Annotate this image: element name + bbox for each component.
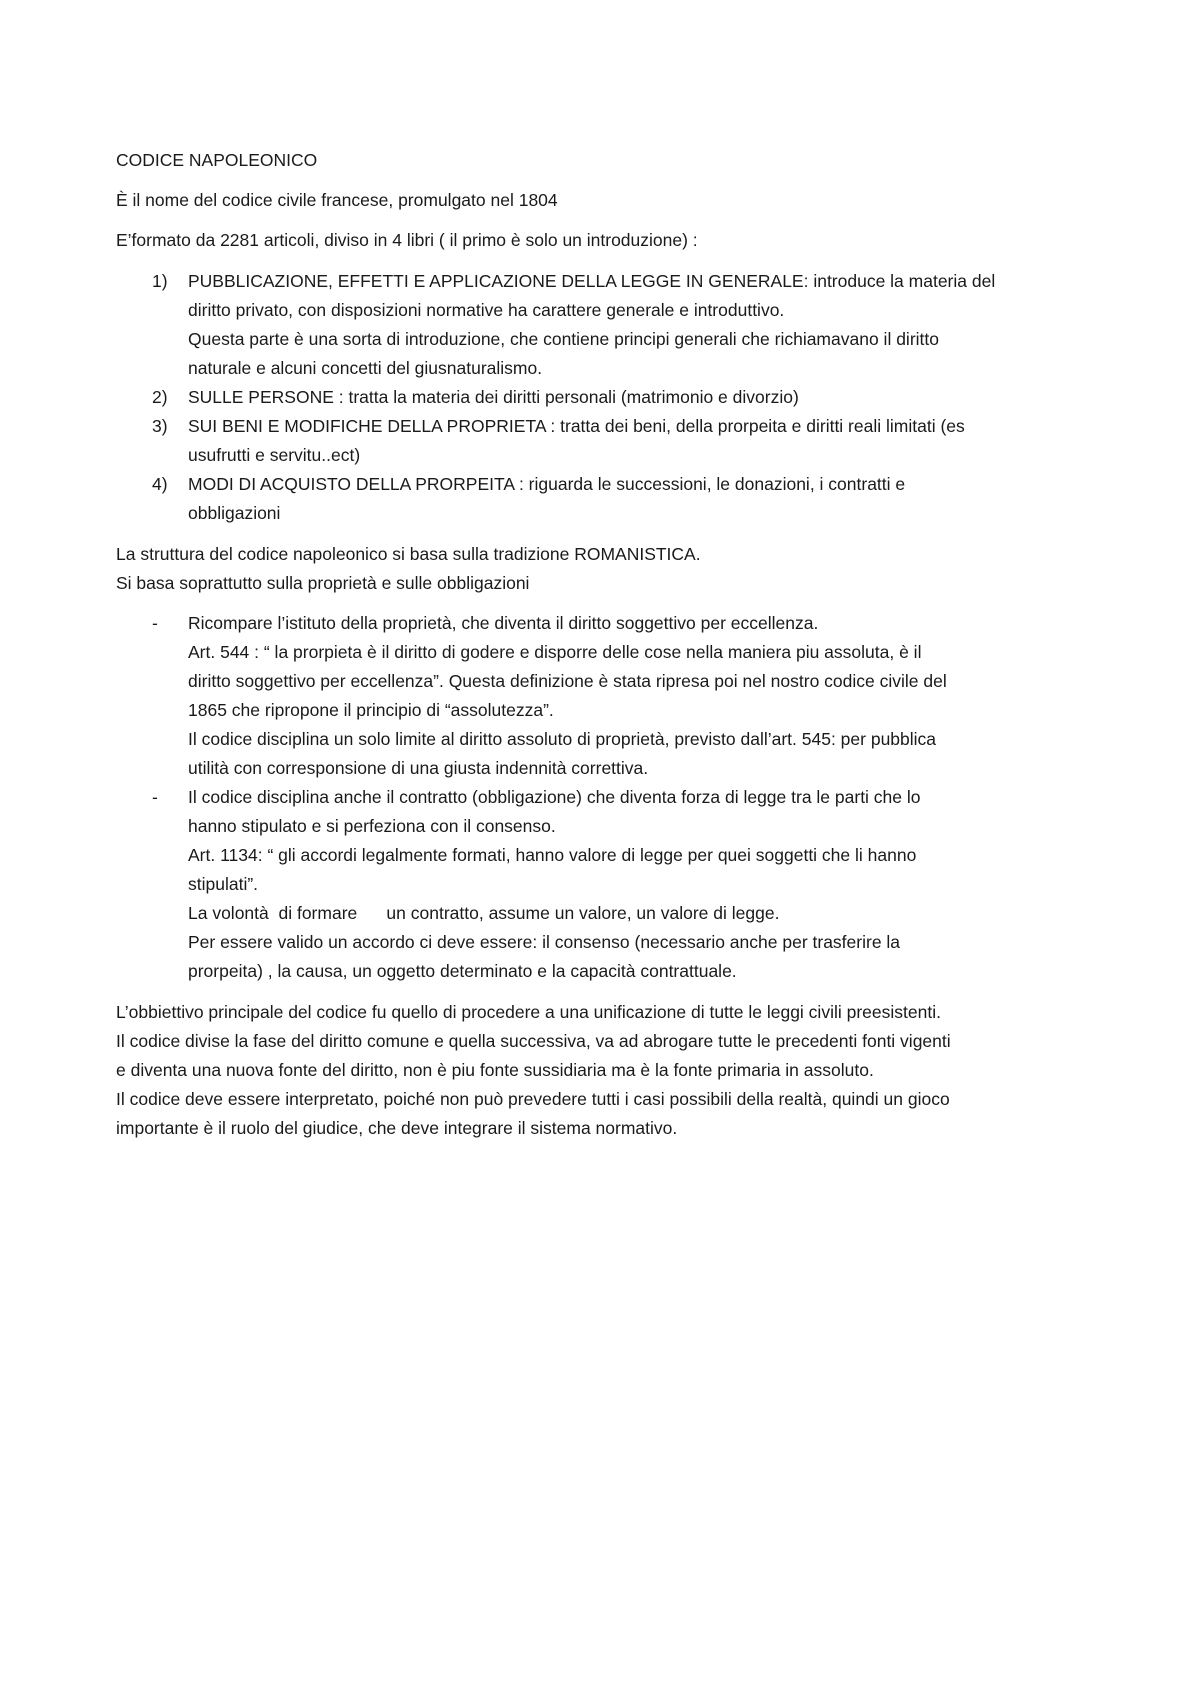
list-item-line: Art. 1134: “ gli accordi legalmente formati, hanno valore di legge per quei soggetti che li hanno bbox=[188, 845, 917, 865]
list-item-line: usufrutti e servitu..ect) bbox=[188, 445, 361, 465]
list-item-line: diritto privato, con disposizioni normative ha carattere generale e introduttivo. bbox=[188, 300, 785, 320]
list-item bbox=[116, 470, 1096, 528]
list-item-line: MODI DI ACQUISTO DELLA PRORPEITA : riguarda le successioni, le donazioni, i contratti e bbox=[188, 474, 906, 494]
paragraph-line: Il codice divise la fase del diritto comune e quella successiva, va ad abrogare tutte le precedenti fonti vigenti bbox=[116, 1031, 951, 1051]
list-item-line: prorpeita) , la causa, un oggetto determinato e la capacità contrattuale. bbox=[188, 961, 737, 981]
document-page bbox=[116, 146, 1096, 1143]
list-item-line: diritto soggettivo per eccellenza”. Questa definizione è stata ripresa poi nel nostro codice civile del bbox=[188, 671, 947, 691]
list-item-line: 1865 che ripropone il principio di “assolutezza”. bbox=[188, 700, 554, 720]
list-item-line: utilità con corresponsione di una giusta indennità correttiva. bbox=[188, 758, 649, 778]
list-item-line: La volontà di formare un contratto, assume un valore, un valore di legge. bbox=[188, 903, 780, 923]
document-title: CODICE NAPOLEONICO bbox=[116, 150, 318, 170]
paragraph-line: Si basa soprattutto sulla proprietà e sulle obbligazioni bbox=[116, 573, 530, 593]
list-marker: 4) bbox=[152, 474, 168, 494]
paragraph-line: importante è il ruolo del giudice, che deve integrare il sistema normativo. bbox=[116, 1118, 678, 1138]
list-item-line: stipulati”. bbox=[188, 874, 259, 894]
list-item-line: obbligazioni bbox=[188, 503, 281, 523]
points-list bbox=[116, 609, 1096, 986]
list-item-line: Il codice disciplina un solo limite al diritto assoluto di proprietà, previsto dall’art. 545: per pubblica bbox=[188, 729, 937, 749]
books-list bbox=[116, 267, 1096, 528]
conclusion-paragraph bbox=[116, 998, 1096, 1143]
list-item-line: Per essere valido un accordo ci deve essere: il consenso (necessario anche per trasferire la bbox=[188, 932, 901, 952]
paragraph-line: Il codice deve essere interpretato, poiché non può prevedere tutti i casi possibili della realtà, quindi un gioco bbox=[116, 1089, 950, 1109]
list-item bbox=[116, 267, 1096, 383]
list-marker: 3) bbox=[152, 416, 168, 436]
formato-paragraph: E’formato da 2281 articoli, diviso in 4 libri ( il primo è solo un introduzione) : bbox=[116, 230, 698, 250]
list-item-line: Ricompare l’istituto della proprietà, che diventa il diritto soggettivo per eccellenza. bbox=[188, 613, 819, 633]
list-item bbox=[116, 783, 1096, 986]
paragraph-line: e diventa una nuova fonte del diritto, non è piu fonte sussidiaria ma è la fonte primaria in assoluto. bbox=[116, 1060, 874, 1080]
list-item-line: Art. 544 : “ la prorpieta è il diritto di godere e disporre delle cose nella maniera piu assoluta, è il bbox=[188, 642, 922, 662]
list-item-line: PUBBLICAZIONE, EFFETTI E APPLICAZIONE DELLA LEGGE IN GENERALE: introduce la materia del bbox=[188, 271, 996, 291]
paragraph-line: La struttura del codice napoleonico si basa sulla tradizione ROMANISTICA. bbox=[116, 544, 701, 564]
list-item-line: SULLE PERSONE : tratta la materia dei diritti personali (matrimonio e divorzio) bbox=[188, 387, 799, 407]
paragraph-line: L’obbiettivo principale del codice fu quello di procedere a una unificazione di tutte le leggi civili preesistenti. bbox=[116, 1002, 941, 1022]
list-item-line: SUI BENI E MODIFICHE DELLA PROPRIETA : tratta dei beni, della prorpeita e diritti reali limitati (es bbox=[188, 416, 965, 436]
list-item bbox=[116, 383, 1096, 412]
list-marker: 2) bbox=[152, 387, 168, 407]
list-marker: 1) bbox=[152, 271, 168, 291]
list-item-line: hanno stipulato e si perfeziona con il consenso. bbox=[188, 816, 556, 836]
list-item bbox=[116, 412, 1096, 470]
struttura-paragraph bbox=[116, 540, 1096, 598]
list-item-line: naturale e alcuni concetti del giusnaturalismo. bbox=[188, 358, 543, 378]
intro-paragraph: È il nome del codice civile francese, promulgato nel 1804 bbox=[116, 190, 558, 210]
list-item-line: Questa parte è una sorta di introduzione, che contiene principi generali che richiamavano il diritto bbox=[188, 329, 939, 349]
list-marker: - bbox=[152, 787, 158, 807]
list-marker: - bbox=[152, 613, 158, 633]
list-item bbox=[116, 609, 1096, 783]
list-item-line: Il codice disciplina anche il contratto (obbligazione) che diventa forza di legge tra le parti che lo bbox=[188, 787, 921, 807]
